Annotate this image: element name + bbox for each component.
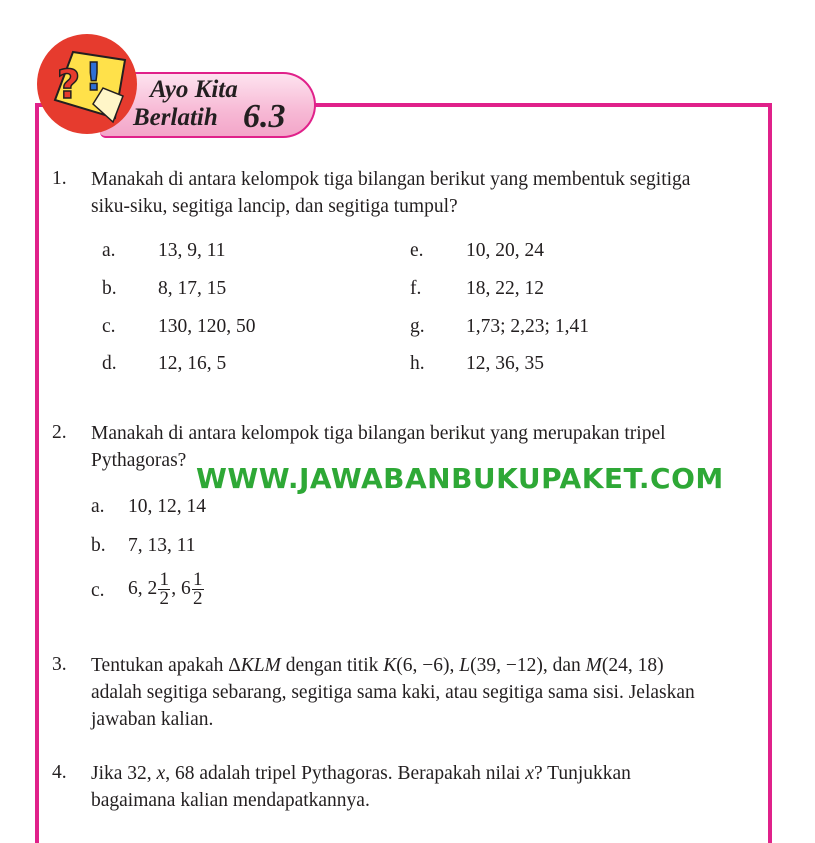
- option-value: 1,73; 2,23; 1,41: [466, 316, 589, 337]
- option-value: 10, 20, 24: [466, 240, 544, 261]
- question-line: jawaban kalian.: [91, 709, 214, 730]
- question-line: Manakah di antara kelompok tiga bilangan berikut yang membentuk segitiga: [91, 169, 691, 190]
- option-value: 12, 36, 35: [466, 353, 544, 374]
- svg-text:!: !: [85, 55, 103, 99]
- option-label: b.: [91, 535, 106, 556]
- option-value: 18, 22, 12: [466, 278, 544, 299]
- question-line: Pythagoras?: [91, 450, 187, 471]
- option-label: a.: [91, 496, 105, 517]
- option-value: 12, 16, 5: [158, 353, 227, 374]
- fraction-denominator: 2: [159, 587, 169, 609]
- exercise-badge-icon: [33, 30, 141, 138]
- badge-text: ?: [57, 62, 81, 108]
- header-title-line2: Berlatih: [133, 104, 218, 131]
- header-number: 6.3: [243, 98, 286, 135]
- fraction: [192, 568, 204, 609]
- question-line: bagaimana kalian mendapatkannya.: [91, 790, 370, 811]
- option-label: f.: [410, 278, 422, 299]
- question-line: adalah segitiga sebarang, segitiga sama kaki, atau segitiga sama sisi. Jelaskan: [91, 682, 695, 703]
- option-value-part: , 6: [171, 578, 191, 599]
- option-value-part: 6, 2: [128, 578, 158, 599]
- option-label: b.: [102, 278, 117, 299]
- question-line: Jika 32, x, 68 adalah tripel Pythagoras. Berapakah nilai x? Tunjukkan: [91, 763, 631, 784]
- watermark: WWW.JAWABANBUKUPAKET.COM: [196, 462, 724, 495]
- option-value: [128, 566, 205, 612]
- question-text: [91, 652, 759, 733]
- header-title-line1: Ayo Kita: [150, 76, 238, 103]
- option-label: d.: [102, 353, 117, 374]
- question-number: 3.: [52, 654, 67, 675]
- question-line: Tentukan apakah ΔKLM dengan titik K(6, −6), L(39, −12), dan M(24, 18): [91, 655, 664, 676]
- fraction-denominator: 2: [193, 587, 203, 609]
- question-text: [91, 166, 759, 220]
- option-value: 8, 17, 15: [158, 278, 227, 299]
- option-value: 13, 9, 11: [158, 240, 226, 261]
- option-value: 130, 120, 50: [158, 316, 256, 337]
- option-label: e.: [410, 240, 424, 261]
- question-line: siku-siku, segitiga lancip, dan segitiga tumpul?: [91, 196, 458, 217]
- option-label: h.: [410, 353, 425, 374]
- fraction: [158, 568, 170, 609]
- question-text: [91, 760, 759, 814]
- option-label: c.: [91, 580, 105, 601]
- fraction-numerator: 1: [193, 568, 203, 590]
- question-number: 1.: [52, 168, 67, 189]
- option-label: g.: [410, 316, 425, 337]
- option-label: c.: [102, 316, 116, 337]
- question-number: 2.: [52, 422, 67, 443]
- option-value: 7, 13, 11: [128, 535, 196, 556]
- question-line: Manakah di antara kelompok tiga bilangan berikut yang merupakan tripel: [91, 423, 666, 444]
- option-value: 10, 12, 14: [128, 496, 206, 517]
- option-label: a.: [102, 240, 116, 261]
- question-number: 4.: [52, 762, 67, 783]
- fraction-numerator: 1: [159, 568, 169, 590]
